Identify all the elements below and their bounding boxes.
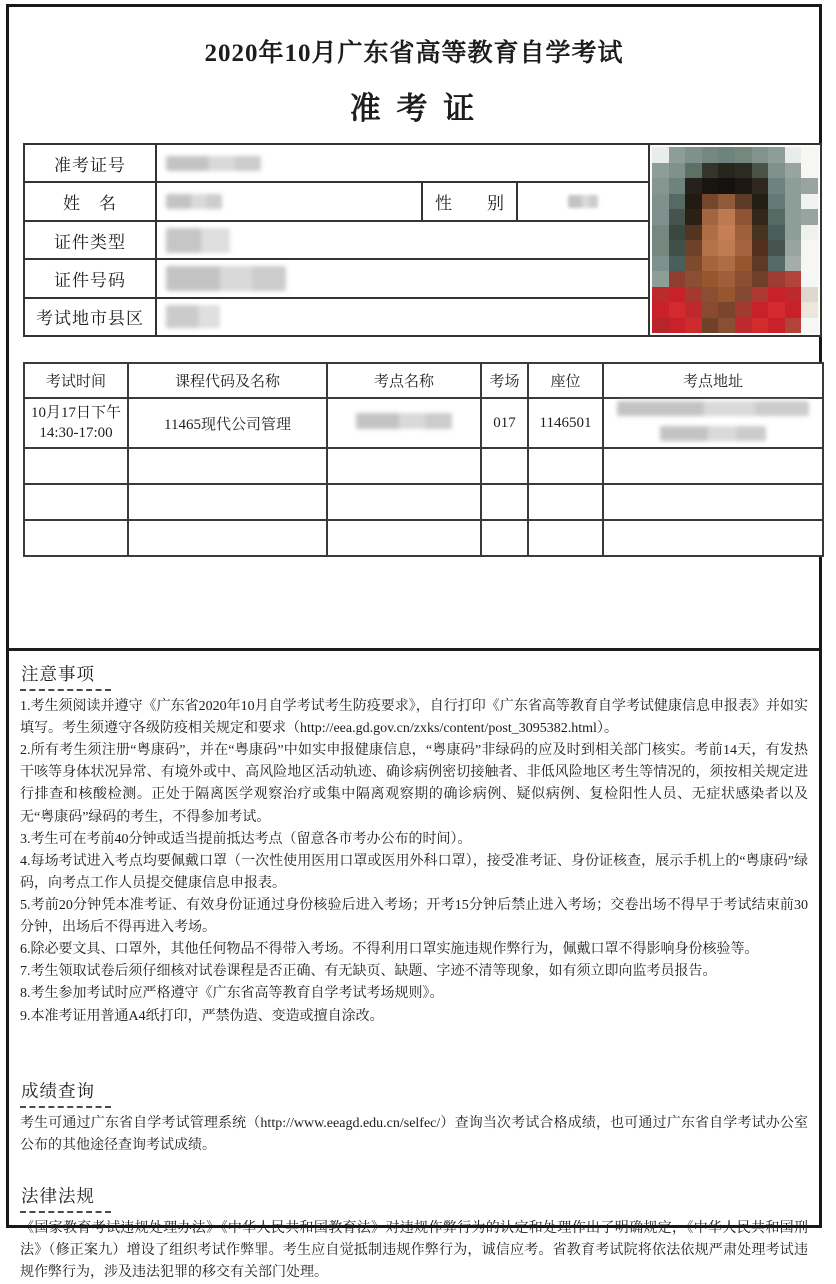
- doc-subtitle: 准 考 证: [349, 91, 479, 126]
- label-name: 姓 名: [25, 183, 157, 219]
- col-header-course: 课程代码及名称: [128, 363, 327, 398]
- label-exam-city: 考试地市县区: [25, 299, 157, 335]
- candidate-info-grid: [25, 145, 650, 335]
- notice-item-3: 3.考生可在考前40分钟或适当提前抵达考点（留意各市考办公布的时间）。: [20, 831, 472, 847]
- admission-ticket-page: [6, 4, 822, 1281]
- candidate-photo-mosaic: [652, 147, 818, 333]
- redacted-venue-name: [356, 413, 452, 429]
- section-score-query: [20, 1078, 808, 1157]
- value-id-type: [157, 222, 648, 258]
- exam-course-cell: 11465现代公司管理: [128, 398, 327, 448]
- label-id-type: 证件类型: [25, 222, 157, 258]
- notice-item-4: 4.每场考试进入考点均要佩戴口罩（一次性使用医用口罩或医用外科口罩），接受准考证、身份证核查，展示手机上的“粤康码”绿码，向考点工作人员提交健康信息申报表。: [20, 853, 808, 891]
- section-notices: [20, 661, 808, 1028]
- label-id-number: 证件号码: [25, 260, 157, 296]
- score-query-body: 考生可通过广东省自学考试管理系统（http://www.eeagd.edu.cn/selfec/）查询当次考试合格成绩，也可通过广东省自学考试办公室公布的其他途径查询考试成绩。: [20, 1115, 808, 1153]
- exam-schedule-table: [23, 362, 824, 557]
- redacted-address-line1: [617, 401, 809, 416]
- value-gender: [518, 183, 648, 219]
- notice-item-9: 9.本准考证用普通A4纸打印，严禁伪造、变造或擅自涂改。: [20, 1008, 384, 1024]
- col-header-exam-time: 考试时间: [24, 363, 128, 398]
- exam-table-header-row: [24, 363, 823, 398]
- redacted-id-type: [166, 228, 230, 253]
- col-header-venue: 考点名称: [327, 363, 481, 398]
- label-gender: 性 别: [423, 183, 518, 219]
- row-exam-city: [25, 299, 648, 335]
- notice-item-2: 2.所有考生须注册“粤康码”，并在“粤康码”中如实申报健康信息，“粤康码”非绿码的应及时到相关部门核实。考前14天，有发热干咳等身体状况异常、有境外或中、高风险地区活动轨迹、确诊病例密切接触者、非低风险地区考生等情况的，须按相关规定进行排查和核酸检测。正处于隔离医学观察治疗或集中隔离观察期的确诊病例、疑似病例、复检阳性人员、无症状感染者以及无“粤康码”绿码的考生，不得参加考试。: [20, 743, 808, 825]
- redacted-gender: [568, 195, 598, 208]
- doc-title: 2020年10月广东省高等教育自学考试: [204, 40, 624, 67]
- exam-row-empty-2: [24, 484, 823, 520]
- exam-address-cell: [603, 398, 823, 448]
- notice-item-7: 7.考生领取试卷后须仔细核对试卷课程是否正确、有无缺页、缺题、字迹不清等现象，如有须立即向监考员报告。: [20, 964, 717, 980]
- exam-row-empty-3: [24, 520, 823, 556]
- row-ticket-number: [25, 145, 648, 183]
- redacted-address-line2: [660, 426, 766, 441]
- col-header-seat: 座位: [528, 363, 603, 398]
- row-id-number: [25, 260, 648, 298]
- section-legal: [20, 1183, 808, 1284]
- notice-item-1: 1.考生须阅读并遵守《广东省2020年10月自学考试考生防疫要求》，自行打印《广东省高等教育自学考试健康信息申报表》并如实填写。考生须遵守各级防疫相关规定和要求（http://eea.gd.gov.cn/zxks/content/post_3095382.html）。: [20, 699, 808, 737]
- redacted-name: [166, 194, 222, 209]
- exam-time-line2: 14:30-17:00: [39, 425, 113, 441]
- exam-venue-cell: [327, 398, 481, 448]
- value-id-number: [157, 260, 648, 296]
- value-ticket-number: [157, 145, 648, 181]
- text-sections: [9, 655, 819, 1284]
- value-exam-city: [157, 299, 648, 335]
- exam-time-cell: [24, 398, 128, 448]
- exam-time-line1: 10月17日下午: [30, 404, 121, 421]
- redacted-id-number: [166, 266, 286, 291]
- legal-title: 法律法规: [20, 1183, 111, 1213]
- exam-row-1: [24, 398, 823, 448]
- notices-title: 注意事项: [20, 661, 111, 691]
- candidate-info-table: [23, 143, 822, 337]
- label-ticket-number: 准考证号: [25, 145, 157, 181]
- row-id-type: [25, 222, 648, 260]
- row-name-gender: [25, 183, 648, 221]
- exam-row-empty-1: [24, 448, 823, 484]
- value-name: [157, 183, 423, 219]
- score-query-title: 成绩查询: [20, 1078, 111, 1108]
- redacted-ticket-number: [166, 156, 261, 171]
- section-divider-line: [9, 648, 819, 651]
- col-header-room: 考场: [481, 363, 528, 398]
- notice-item-8: 8.考生参加考试时应严格遵守《广东省高等教育自学考试考场规则》。: [20, 986, 444, 1002]
- legal-body: 《国家教育考试违规处理办法》《中华人民共和国教育法》对违规作弊行为的认定和处理作出了明确规定，《中华人民共和国刑法》（修正案九）增设了组织考试作弊罪。考生应自觉抵制违规作弊行为，诚信应考。省教育考试院将依法依规严肃处理考试违规作弊行为，涉及违法犯罪的移交有关部门处理。: [20, 1220, 808, 1281]
- exam-room-cell: 017: [481, 398, 528, 448]
- notice-item-5: 5.考前20分钟凭本准考证、有效身份证通过身份核验后进入考场；开考15分钟后禁止进入考场；交卷出场不得早于考试结束前30分钟，出场后不得再进入考场。: [20, 897, 808, 936]
- notice-item-6: 6.除必要文具、口罩外，其他任何物品不得带入考场。不得利用口罩实施违规作弊行为，佩戴口罩不得影响身份核验等。: [20, 942, 759, 958]
- candidate-photo: [650, 145, 820, 335]
- redacted-exam-city: [166, 305, 220, 328]
- exam-seat-cell: 1146501: [528, 398, 603, 448]
- col-header-address: 考点地址: [603, 363, 823, 398]
